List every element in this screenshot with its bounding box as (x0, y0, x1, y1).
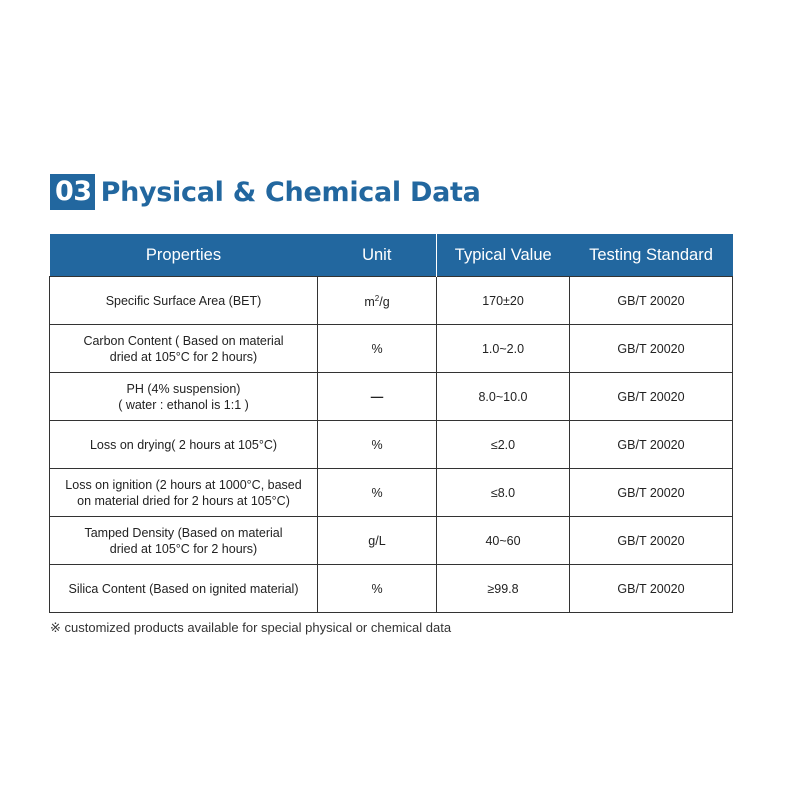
table-header-row (50, 234, 733, 277)
footnote: ※ customized products available for special physical or chemical data (50, 620, 452, 635)
value-cell: 8.0~10.0 (437, 373, 570, 421)
section-number: 03 (50, 174, 95, 210)
value-cell: 1.0~2.0 (437, 325, 570, 373)
section-title: Physical & Chemical Data (100, 176, 481, 208)
standard-cell: GB/T 20020 (570, 325, 733, 373)
unit-cell: % (318, 421, 437, 469)
table-row (50, 373, 733, 421)
unit-cell: — (318, 373, 437, 421)
value-cell: 40~60 (437, 517, 570, 565)
header-properties: Properties (50, 234, 318, 277)
header-testing-standard: Testing Standard (570, 234, 733, 277)
property-cell: Tamped Density (Based on material dried at 105°C for 2 hours) (50, 517, 318, 565)
table-row (50, 565, 733, 613)
header-typical-value: Typical Value (437, 234, 570, 277)
value-cell: ≥99.8 (437, 565, 570, 613)
unit-cell: $m^2/g$ (318, 277, 437, 325)
standard-cell: GB/T 20020 (570, 373, 733, 421)
value-cell: ≤2.0 (437, 421, 570, 469)
table-row (50, 469, 733, 517)
unit-cell: % (318, 565, 437, 613)
table-row (50, 325, 733, 373)
value-cell: 170±20 (437, 277, 570, 325)
value-cell: ≤8.0 (437, 469, 570, 517)
property-cell: Silica Content (Based on ignited material) (50, 565, 318, 613)
data-table (49, 234, 733, 613)
standard-cell: GB/T 20020 (570, 565, 733, 613)
standard-cell: GB/T 20020 (570, 517, 733, 565)
standard-cell: GB/T 20020 (570, 277, 733, 325)
property-cell: PH (4% suspension) ( water : ethanol is 1:1 ) (50, 373, 318, 421)
table-row (50, 277, 733, 325)
unit-cell: % (318, 469, 437, 517)
property-cell: Specific Surface Area (BET) (50, 277, 318, 325)
standard-cell: GB/T 20020 (570, 421, 733, 469)
table-row (50, 421, 733, 469)
section-heading (50, 174, 481, 210)
unit-cell: g/L (318, 517, 437, 565)
unit-cell: % (318, 325, 437, 373)
header-unit: Unit (318, 234, 437, 277)
property-cell: Loss on drying( 2 hours at 105°C) (50, 421, 318, 469)
property-cell: Carbon Content ( Based on material dried at 105°C for 2 hours) (50, 325, 318, 373)
table-row (50, 517, 733, 565)
standard-cell: GB/T 20020 (570, 469, 733, 517)
property-cell: Loss on ignition (2 hours at 1000°C, based on material dried for 2 hours at 105°C) (50, 469, 318, 517)
